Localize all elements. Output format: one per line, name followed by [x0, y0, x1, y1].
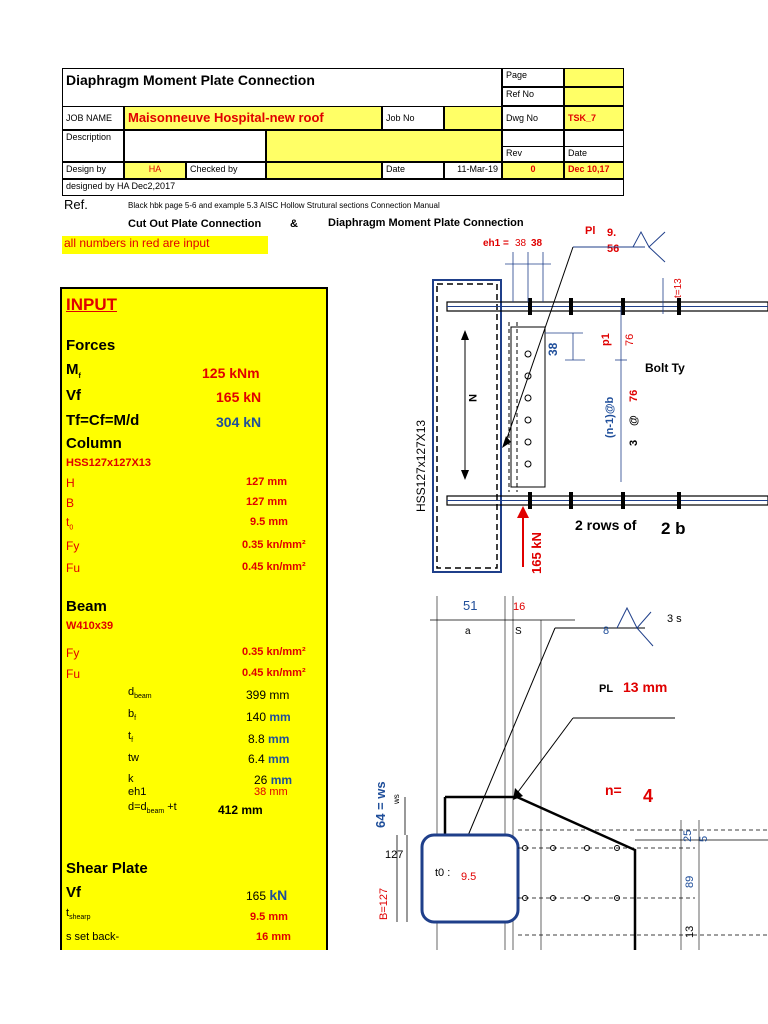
bolt-hole	[525, 395, 531, 401]
mf-sub: f	[78, 373, 81, 380]
t0-value-num: 9.5	[250, 516, 266, 528]
tsp-num: 9.5	[250, 911, 266, 923]
d-label	[128, 801, 177, 815]
designby-label: Design by	[62, 162, 124, 179]
column-heading: Column	[66, 435, 122, 452]
column-outline	[433, 280, 501, 572]
setback-num: 16	[256, 931, 269, 943]
weld-arrowhead	[502, 436, 511, 448]
bf-unit: mm	[269, 710, 291, 724]
h-value[interactable]	[246, 476, 287, 488]
dbeam-sub: beam	[134, 693, 152, 701]
designby-value[interactable]: HA	[124, 162, 186, 179]
bfu-num: 0.45	[242, 667, 264, 679]
shear-plate-heading: Shear Plate	[66, 860, 148, 877]
rev-date-label: Date	[564, 146, 624, 162]
blank-cell	[266, 179, 624, 196]
p1-value: 76	[624, 333, 636, 346]
tsp-sub: shearp	[69, 914, 91, 922]
checkedby-input[interactable]	[266, 162, 382, 179]
pl-value: 9.	[607, 227, 617, 239]
b-unit: mm	[267, 496, 287, 508]
three-label: 3	[628, 439, 640, 446]
beam-fu-value[interactable]	[242, 667, 306, 679]
arrow-up	[461, 330, 469, 340]
bf-label	[128, 708, 136, 722]
b-value-num: 127	[246, 496, 265, 508]
input-panel	[60, 287, 328, 950]
forces-heading: Forces	[66, 337, 116, 354]
page-label: Page	[502, 68, 564, 87]
rows-label2: 2 b	[661, 519, 686, 538]
jobno-label: Job No	[382, 106, 444, 130]
d-plus: +t	[164, 801, 177, 813]
dim-89: 89	[684, 875, 696, 888]
mf-value[interactable]: 125 kNm	[202, 365, 260, 381]
n-label: n=	[605, 782, 622, 798]
t0-label-text: t	[66, 515, 70, 529]
setback-unit: mm	[271, 931, 291, 943]
t0-unit: mm	[268, 516, 288, 528]
bfy-num: 0.35	[242, 646, 264, 658]
fy-value-num: 0.35	[242, 539, 264, 551]
bfu-unit: kn/mm²	[266, 667, 306, 679]
t13-label: t=13	[673, 278, 684, 298]
d-value	[218, 803, 263, 817]
setback-value[interactable]	[256, 931, 291, 943]
weld-arrow	[467, 628, 555, 838]
dwgno-value[interactable]: TSK_7	[564, 106, 624, 130]
a-label: a	[465, 626, 471, 637]
jobname-label: JOB NAME	[62, 106, 124, 130]
fy-value[interactable]	[242, 539, 306, 551]
tf2-label	[128, 730, 133, 744]
pl-leader	[515, 718, 573, 796]
column-inner	[437, 284, 497, 568]
dbeam-unit: mm	[269, 688, 290, 702]
dim-38: 38	[546, 342, 560, 356]
dbeam-num: 399	[246, 688, 267, 702]
eh1-dim-b: 38	[531, 238, 543, 249]
d-l: d=d	[128, 801, 147, 813]
designed-note: designed by HA Dec2,2017	[62, 179, 266, 196]
weld-3s: 3 s	[667, 613, 682, 625]
d-sub: beam	[146, 808, 165, 816]
force-label: 165 kN	[529, 532, 544, 574]
column-section[interactable]: HSS127x127X13	[66, 457, 152, 469]
mf-label	[66, 361, 81, 380]
fy-label: Fy	[66, 539, 80, 553]
dbeam-value	[246, 688, 289, 702]
bf-l: b	[128, 708, 135, 720]
elevation-drawing	[385, 222, 768, 582]
pl-value: 13 mm	[623, 679, 668, 695]
beam-fu-label: Fu	[66, 667, 81, 681]
plan-drawing	[355, 590, 768, 950]
tw-value	[248, 752, 289, 766]
eh1-dim-label: eh1 =	[483, 238, 509, 249]
bf-sub: f	[134, 715, 137, 723]
tf-label: Tf=Cf=M/d	[66, 412, 140, 429]
eh1-unit: mm	[269, 786, 288, 798]
bf-num: 140	[246, 710, 267, 724]
s-dim-value: 16	[513, 601, 526, 613]
jobname-value[interactable]: Maisonneuve Hospital-new roof	[124, 106, 382, 130]
jobno-input[interactable]	[444, 106, 502, 130]
t0-value: 9.5	[461, 871, 477, 883]
vf-value[interactable]: 165 kN	[216, 389, 262, 405]
rev-value[interactable]: 0	[502, 162, 564, 179]
fu-value-num: 0.45	[242, 561, 264, 573]
pl-value2: 56	[607, 243, 620, 255]
description-input[interactable]	[266, 130, 502, 162]
input-title: INPUT	[66, 295, 117, 314]
ref-text: Black hbk page 5-6 and example 5.3 AISC Hollow Strutural sections Connection Manual	[128, 201, 440, 210]
beam-section[interactable]: W410x39	[66, 620, 114, 632]
tw-unit: mm	[268, 752, 290, 766]
tf2-unit: mm	[268, 732, 290, 746]
eh1-label: eh1	[128, 786, 147, 798]
amp: &	[290, 218, 298, 230]
pl-label: Pl	[585, 225, 596, 237]
t0-label: t0 :	[435, 867, 451, 879]
d-num: 412	[218, 803, 239, 817]
b-127: B=127	[378, 887, 390, 920]
weld-symbol	[617, 608, 651, 628]
page-input[interactable]	[564, 68, 624, 87]
dim-13: 13	[684, 925, 696, 938]
tsp-label	[66, 907, 90, 921]
beam-heading: Beam	[66, 598, 107, 615]
tf2-l: t	[128, 730, 132, 742]
sheet-title: Diaphragm Moment Plate Connection	[62, 68, 502, 106]
refno-input[interactable]	[564, 87, 624, 106]
bolt-type: Bolt Ty	[645, 361, 685, 375]
s-label: S	[515, 626, 522, 637]
fu-unit: kn/mm²	[266, 561, 306, 573]
ws-small: ws	[392, 794, 401, 804]
k-num: 26	[254, 773, 268, 787]
t0-label	[66, 515, 73, 531]
b-value[interactable]	[246, 496, 287, 508]
sp-vf-value	[246, 887, 287, 903]
h-label: H	[66, 476, 75, 490]
a-dim-value: 51	[463, 598, 478, 613]
blank-cell	[564, 130, 624, 146]
tsp-unit: mm	[268, 911, 288, 923]
bolt-hole	[525, 351, 531, 357]
bf-value	[246, 710, 291, 724]
blank-cell	[502, 130, 564, 146]
fu-label: Fu	[66, 561, 81, 575]
weld-arrow	[505, 247, 573, 444]
description-label: Description	[62, 130, 124, 162]
date-value[interactable]: 11-Mar-19	[444, 162, 502, 179]
plan-bolts	[523, 846, 620, 901]
bfy-unit: kn/mm²	[266, 646, 306, 658]
n-label: N	[466, 394, 478, 402]
dim-5: 5	[698, 835, 710, 842]
dbeam-l: d	[128, 686, 135, 698]
input-note: all numbers in red are input	[62, 236, 268, 254]
beam-fy-value[interactable]	[242, 646, 306, 658]
spvf-unit: kN	[269, 887, 288, 903]
beam-fy-label: Fy	[66, 646, 80, 660]
k-unit: mm	[270, 773, 293, 787]
force-arrowhead	[517, 506, 529, 518]
diaphragm-title: Diaphragm Moment Plate Connection	[328, 217, 524, 229]
ws-label: 64 = ws	[373, 781, 388, 828]
eh1-value[interactable]	[254, 786, 288, 798]
dim-25: 25	[682, 829, 694, 842]
title-block	[62, 68, 624, 196]
description-blank	[124, 130, 266, 162]
weld-symbol	[637, 628, 653, 646]
tw-num: 6.4	[248, 752, 265, 766]
rev-label: Rev	[502, 146, 564, 162]
cutout-title: Cut Out Plate Connection	[128, 218, 262, 230]
h-unit: mm	[267, 476, 287, 488]
pl-label: PL	[599, 683, 614, 695]
tf2-num: 8.8	[248, 732, 265, 746]
weld-size: 8	[603, 625, 610, 637]
dbeam-label	[128, 686, 152, 700]
vf-label: Vf	[66, 387, 81, 404]
d-unit: mm	[241, 803, 263, 817]
ref-label: Ref.	[64, 197, 88, 212]
p1-label: p1	[600, 333, 612, 346]
bolt-hole	[525, 439, 531, 445]
rev-date-value[interactable]: Dec 10,17	[564, 162, 624, 179]
spvf-num: 165	[246, 889, 267, 903]
checkedby-label: Checked by	[186, 162, 266, 179]
weld-symbol	[649, 247, 665, 262]
n76-label: 76	[628, 389, 640, 402]
bolt-hole	[525, 461, 531, 467]
setback-label: s set back-	[66, 931, 120, 943]
tw-label: tw	[128, 752, 139, 764]
b-label: B	[66, 496, 75, 510]
tf2-value	[248, 732, 289, 746]
date-label: Date	[382, 162, 444, 179]
eh1-num: 38	[254, 786, 267, 798]
mf-label-text: M	[66, 361, 79, 378]
bolt-holes	[525, 351, 531, 467]
tsp-l: t	[66, 907, 70, 919]
t0-sub: 0	[69, 524, 74, 532]
t0-value[interactable]	[250, 516, 288, 528]
column-label: HSS127x127X13	[414, 419, 428, 512]
n-value: 4	[643, 786, 654, 806]
dim-127: 127	[385, 849, 404, 861]
rows-label: 2 rows of	[575, 517, 637, 533]
tf-value: 304 kN	[216, 414, 262, 430]
at-label: @	[628, 415, 640, 426]
dwgno-label: Dwg No	[502, 106, 564, 130]
tsp-value[interactable]	[250, 911, 288, 923]
weld-symbol	[633, 232, 665, 247]
k-value	[254, 773, 292, 787]
k-label: k	[128, 773, 134, 785]
sp-vf-label: Vf	[66, 884, 81, 901]
fy-unit: kn/mm²	[266, 539, 306, 551]
arrow-down	[461, 470, 469, 480]
tf2-sub: f	[131, 737, 134, 745]
fu-value[interactable]	[242, 561, 306, 573]
bolt-hole	[525, 417, 531, 423]
refno-label: Ref No	[502, 87, 564, 106]
n1b-label: (n-1)@b	[604, 396, 616, 438]
eh1-dim-a: 38	[515, 238, 527, 249]
h-value-num: 127	[246, 476, 265, 488]
